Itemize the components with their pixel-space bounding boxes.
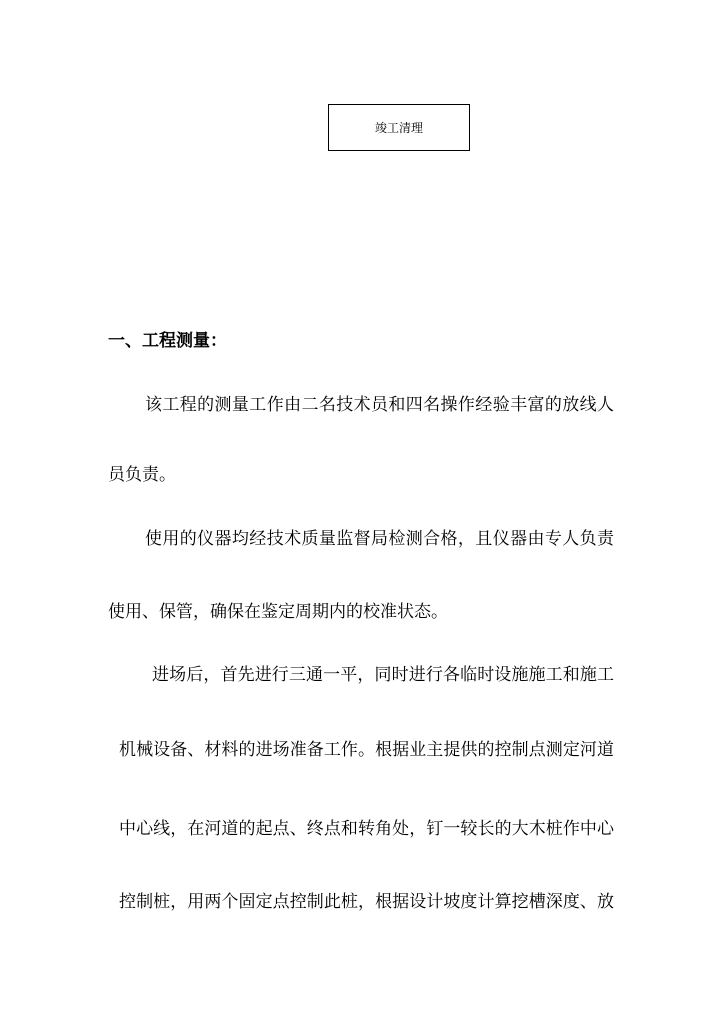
paragraph-line-8: 控制桩，用两个固定点控制此桩，根据设计坡度计算挖槽深度、放: [119, 892, 614, 912]
paragraph-line-7: 中心线，在河道的起点、终点和转角处，钉一较长的大木桩作中心: [119, 819, 614, 839]
title-box: [328, 104, 470, 151]
paragraph-line-1: 该工程的测量工作由二名技术员和四名操作经验丰富的放线人: [145, 395, 614, 415]
paragraph-line-5: 进场后，首先进行三通一平，同时进行各临时设施施工和施工: [152, 665, 614, 685]
paragraph-line-2: 员负责。: [108, 465, 176, 485]
title-box-text: 竣工清理: [374, 121, 423, 135]
paragraph-line-6: 机械设备、材料的进场准备工作。根据业主提供的控制点测定河道: [119, 740, 614, 760]
paragraph-line-4: 使用、保管，确保在鉴定周期内的校准状态。: [108, 602, 448, 622]
section-heading: 一、工程测量：: [108, 331, 227, 351]
paragraph-line-3: 使用的仪器均经技术质量监督局检测合格，且仪器由专人负责: [145, 529, 614, 549]
